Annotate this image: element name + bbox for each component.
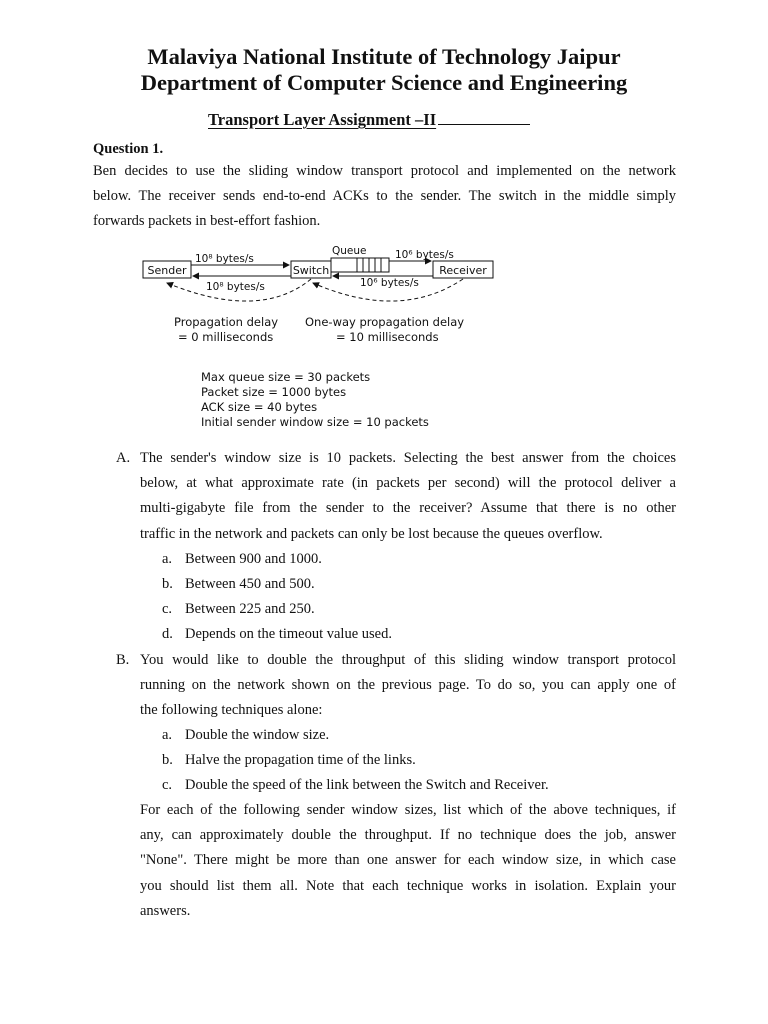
option-text: Double the speed of the link between the Switch and Receiver. bbox=[185, 777, 549, 793]
option-text: Between 225 and 250. bbox=[185, 601, 315, 617]
option-label: c. bbox=[162, 601, 173, 617]
intro-line: forwards packets in best-effort fashion. bbox=[93, 213, 321, 230]
option-text: Depends on the timeout value used. bbox=[185, 626, 392, 642]
part-a-line: below, at what approximate rate (in packets per second) will the protocol deliver a bbox=[140, 475, 676, 492]
part-b-followup bbox=[140, 798, 676, 924]
queue-label: Queue bbox=[332, 245, 367, 257]
department-title: Department of Computer Science and Engineering bbox=[140, 70, 628, 95]
institute-title: Malaviya National Institute of Technology Jaipur bbox=[147, 44, 621, 69]
question-intro bbox=[93, 159, 676, 235]
option-label: b. bbox=[162, 752, 173, 768]
part-b-line: You would like to double the throughput of this sliding window transport protocol bbox=[140, 652, 676, 668]
option-text: Halve the propagation time of the links. bbox=[185, 752, 416, 768]
assignment-title-text: Transport Layer Assignment –II bbox=[208, 110, 437, 129]
option-label: d. bbox=[162, 626, 173, 642]
link1-forward-label: 10⁸ bytes/s bbox=[195, 253, 254, 265]
intro-line: Ben decides to use the sliding window transport protocol and implemented on the network bbox=[93, 163, 676, 179]
param-line: Initial sender window size = 10 packets bbox=[201, 415, 429, 429]
option-label: b. bbox=[162, 576, 173, 592]
title-underline-extension bbox=[438, 110, 530, 125]
queue-icon bbox=[331, 258, 389, 272]
prop-delay-right-line1: One-way propagation delay bbox=[305, 315, 465, 329]
part-a-line: traffic in the network and packets can only be lost because the queues overflow. bbox=[140, 525, 603, 542]
param-line: ACK size = 40 bytes bbox=[201, 400, 318, 414]
followup-line: For each of the following sender window sizes, list which of the above techniques, if bbox=[140, 802, 676, 818]
followup-line: answers. bbox=[140, 902, 191, 919]
link2-back-label: 10⁶ bytes/s bbox=[360, 277, 419, 289]
network-diagram bbox=[140, 243, 500, 438]
part-a-line: multi-gigabyte file from the sender to the receiver? Assume that there is no other bbox=[140, 500, 676, 517]
option-text: Between 450 and 500. bbox=[185, 576, 315, 592]
link1-back-label: 10⁸ bytes/s bbox=[206, 281, 265, 293]
prop-delay-left-line1: Propagation delay bbox=[174, 315, 279, 329]
option-label: a. bbox=[162, 551, 173, 567]
switch-label: Switch bbox=[292, 264, 330, 277]
option-text: Double the window size. bbox=[185, 727, 330, 743]
sender-label: Sender bbox=[147, 264, 187, 277]
part-a-label: A. bbox=[116, 450, 131, 466]
part-a-line: The sender's window size is 10 packets. Selecting the best answer from the choices bbox=[140, 450, 676, 466]
part-b-label: B. bbox=[116, 652, 130, 668]
question-heading: Question 1. bbox=[93, 141, 164, 157]
prop-delay-right-line2: = 10 milliseconds bbox=[336, 330, 439, 344]
part-a-text bbox=[140, 446, 676, 547]
followup-line: "None". There might be more than one answer for each window size, in which case bbox=[140, 852, 676, 869]
link2-forward-label: 10⁶ bytes/s bbox=[395, 249, 454, 261]
part-b-text bbox=[140, 648, 676, 724]
assignment-title bbox=[208, 110, 530, 130]
intro-line: below. The receiver sends end-to-end ACKs to the sender. The switch in the middle simply bbox=[93, 188, 676, 205]
param-line: Max queue size = 30 packets bbox=[201, 370, 371, 384]
receiver-label: Receiver bbox=[439, 264, 487, 277]
option-text: Between 900 and 1000. bbox=[185, 551, 322, 567]
option-label: c. bbox=[162, 777, 173, 793]
option-label: a. bbox=[162, 727, 173, 743]
param-line: Packet size = 1000 bytes bbox=[201, 385, 347, 399]
prop-delay-left-line2: = 0 milliseconds bbox=[178, 330, 274, 344]
part-b-line: the following techniques alone: bbox=[140, 702, 323, 719]
followup-line: any, can approximately double the throughput. If no technique does the job, answer bbox=[140, 827, 676, 844]
part-b-line: running on the network shown on the previous page. To do so, you can apply one of bbox=[140, 677, 676, 694]
followup-line: you should list them all. Note that each technique works in isolation. Explain your bbox=[140, 877, 676, 894]
